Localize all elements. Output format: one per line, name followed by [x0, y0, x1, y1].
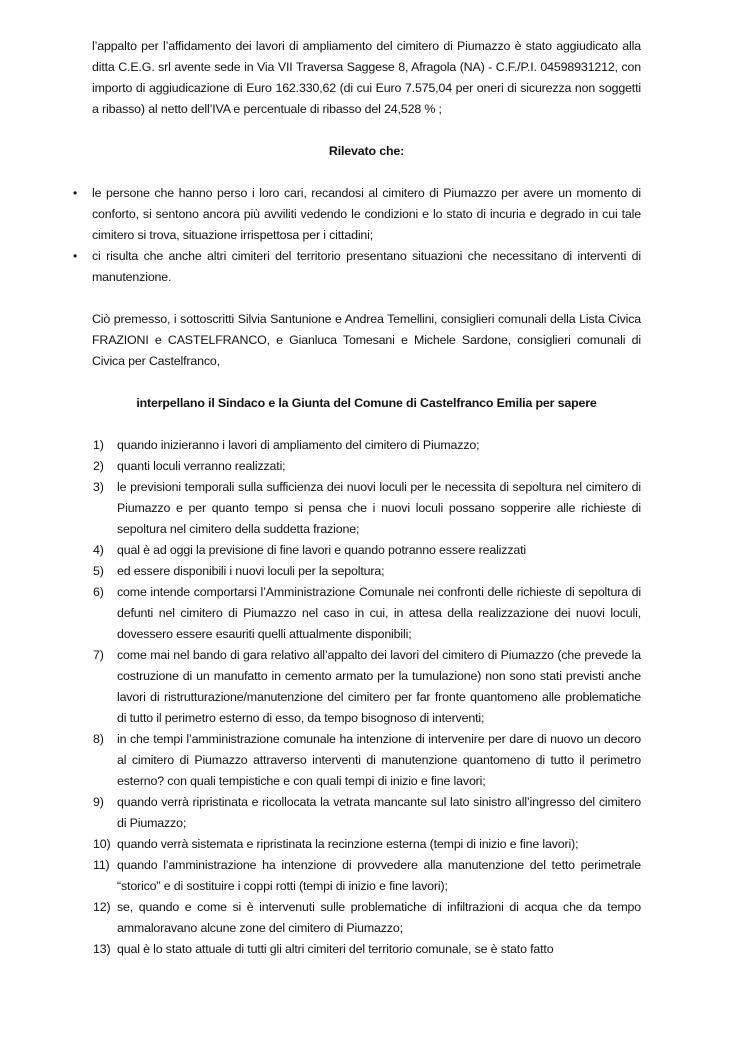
question-number: 7)	[93, 648, 104, 662]
spacer	[92, 288, 641, 309]
bullet-item	[73, 246, 641, 288]
section-heading-interpellano: interpellano il Sindaco e la Giunta del Comune di Castelfranco Emilia per sapere	[136, 396, 597, 410]
question-number: 12)	[93, 900, 111, 914]
question-number: 4)	[93, 543, 104, 557]
spacer	[92, 372, 641, 393]
question-text: quando verrà ripristinata e ricollocata la vetrata mancante sul lato sinistro all’ingresso del cimitero di Piumazzo;	[117, 795, 641, 830]
question-text: quando l’amministrazione ha intenzione di provvedere alla manutenzione del tetto perimetrale “storico” e di sostituire i coppi rotti (tempi di inizio e fine lavori);	[117, 858, 641, 893]
spacer	[92, 120, 641, 141]
question-number: 6)	[93, 585, 104, 599]
question-text: se, quando e come si è intervenuti sulle problematiche di infiltrazioni di acqua che da tempo ammaloravano alcune zone del cimitero di Piumazzo;	[117, 900, 641, 935]
spacer	[92, 414, 641, 435]
bullet-text: le persone che hanno perso i loro cari, recandosi al cimitero di Piumazzo per avere un momento di conforto, si sentono ancora più avviliti vedendo le condizioni e lo stato di incuria e degrado in cui tale cimitero si trova, situazione irrispettosa per i cittadini;	[92, 186, 641, 242]
question-text: quanti loculi verranno realizzati;	[117, 459, 286, 473]
question-item	[92, 939, 641, 960]
question-text: qual è ad oggi la previsione di fine lavori e quando potranno essere realizzati	[117, 543, 527, 557]
question-item	[92, 540, 641, 561]
question-text: le previsioni temporali sulla sufficienza dei nuovi loculi per le necessita di sepoltura nel cimitero di Piumazzo e per quanto tempo si pensa che i nuovi loculi possano sopperire alle richieste di sepoltura nel cimitero della suddetta frazione;	[117, 480, 641, 536]
bullet-text: ci risulta che anche altri cimiteri del territorio presentano situazioni che necessitano di interventi di manutenzione.	[92, 249, 641, 284]
section-heading-rilevato: Rilevato che:	[328, 144, 405, 158]
question-item	[92, 834, 641, 855]
bullet-icon: •	[73, 249, 78, 263]
question-text: qual è lo stato attuale di tutti gli altri cimiteri del territorio comunale, se è stato fatto	[117, 942, 554, 956]
spacer	[92, 162, 641, 183]
question-item	[92, 792, 641, 834]
questions-numbered-list	[92, 435, 641, 960]
question-number: 3)	[93, 480, 104, 494]
bullet-item	[73, 183, 641, 246]
question-number: 1)	[93, 438, 104, 452]
question-number: 5)	[93, 564, 104, 578]
question-item	[92, 582, 641, 645]
bullet-icon: •	[73, 186, 78, 200]
question-text: ed essere disponibili i nuovi loculi per la sepoltura;	[117, 564, 385, 578]
question-item	[92, 897, 641, 939]
question-number: 11)	[93, 858, 110, 872]
question-item	[92, 456, 641, 477]
question-item	[92, 855, 641, 897]
question-number: 8)	[93, 732, 104, 746]
question-text: come mai nel bando di gara relativo all’appalto dei lavori del cimitero di Piumazzo (che prevede la costruzione di un manufatto in cemento armato per la tumulazione) non sono stati previsti anche lavori di ristrutturazione/manutenzione del cimitero per far fronte quantomeno alle problematiche di tutto il perimetro esterno di esso, da tempo bisognoso di interventi;	[117, 648, 641, 725]
question-text: quando inizieranno i lavori di ampliamento del cimitero di Piumazzo;	[117, 438, 480, 452]
question-text: in che tempi l’amministrazione comunale ha intenzione di intervenire per dare di nuovo un decoro al cimitero di Piumazzo attraverso interventi di manutenzione quantomeno di tutto il perimetro esterno? con quali tempistiche e con quali tempi di inizio e fine lavori;	[117, 732, 641, 788]
question-number: 2)	[93, 459, 104, 473]
question-item	[92, 645, 641, 729]
document-page	[73, 36, 641, 960]
question-number: 10)	[93, 837, 111, 851]
question-text: come intende comportarsi l’Amministrazione Comunale nei confronti delle richieste di sepoltura di defunti nel cimitero di Piumazzo nel caso in cui, in attesa della realizzazione dei nuovi loculi, dovessero essere esauriti quelli attualmente disponibili;	[117, 585, 641, 641]
findings-bullet-list	[73, 183, 641, 288]
premise-paragraph: Ciò premesso, i sottoscritti Silvia Santunione e Andrea Temellini, consiglieri comunali della Lista Civica FRAZIONI e CASTELFRANCO, e Gianluca Tomesani e Michele Sardone, consiglieri comunali di Civica per Castelfranco,	[92, 312, 641, 368]
question-item	[92, 435, 641, 456]
question-item	[92, 561, 641, 582]
question-number: 9)	[93, 795, 104, 809]
intro-paragraph: l’appalto per l’affidamento dei lavori di ampliamento del cimitero di Piumazzo è stato aggiudicato alla ditta C.E.G. srl avente sede in Via VII Traversa Saggese 8, Afragola (NA) - C.F./P.I. 04598931212, con importo di aggiudicazione di Euro 162.330,62 (di cui Euro 7.575,04 per oneri di sicurezza non soggetti a ribasso) al netto dell’IVA e percentuale di ribasso del 24,528 % ;	[92, 39, 641, 116]
question-number: 13)	[93, 942, 111, 956]
question-item	[92, 729, 641, 792]
question-item	[92, 477, 641, 540]
question-text: quando verrà sistemata e ripristinata la recinzione esterna (tempi di inizio e fine lavori);	[117, 837, 579, 851]
